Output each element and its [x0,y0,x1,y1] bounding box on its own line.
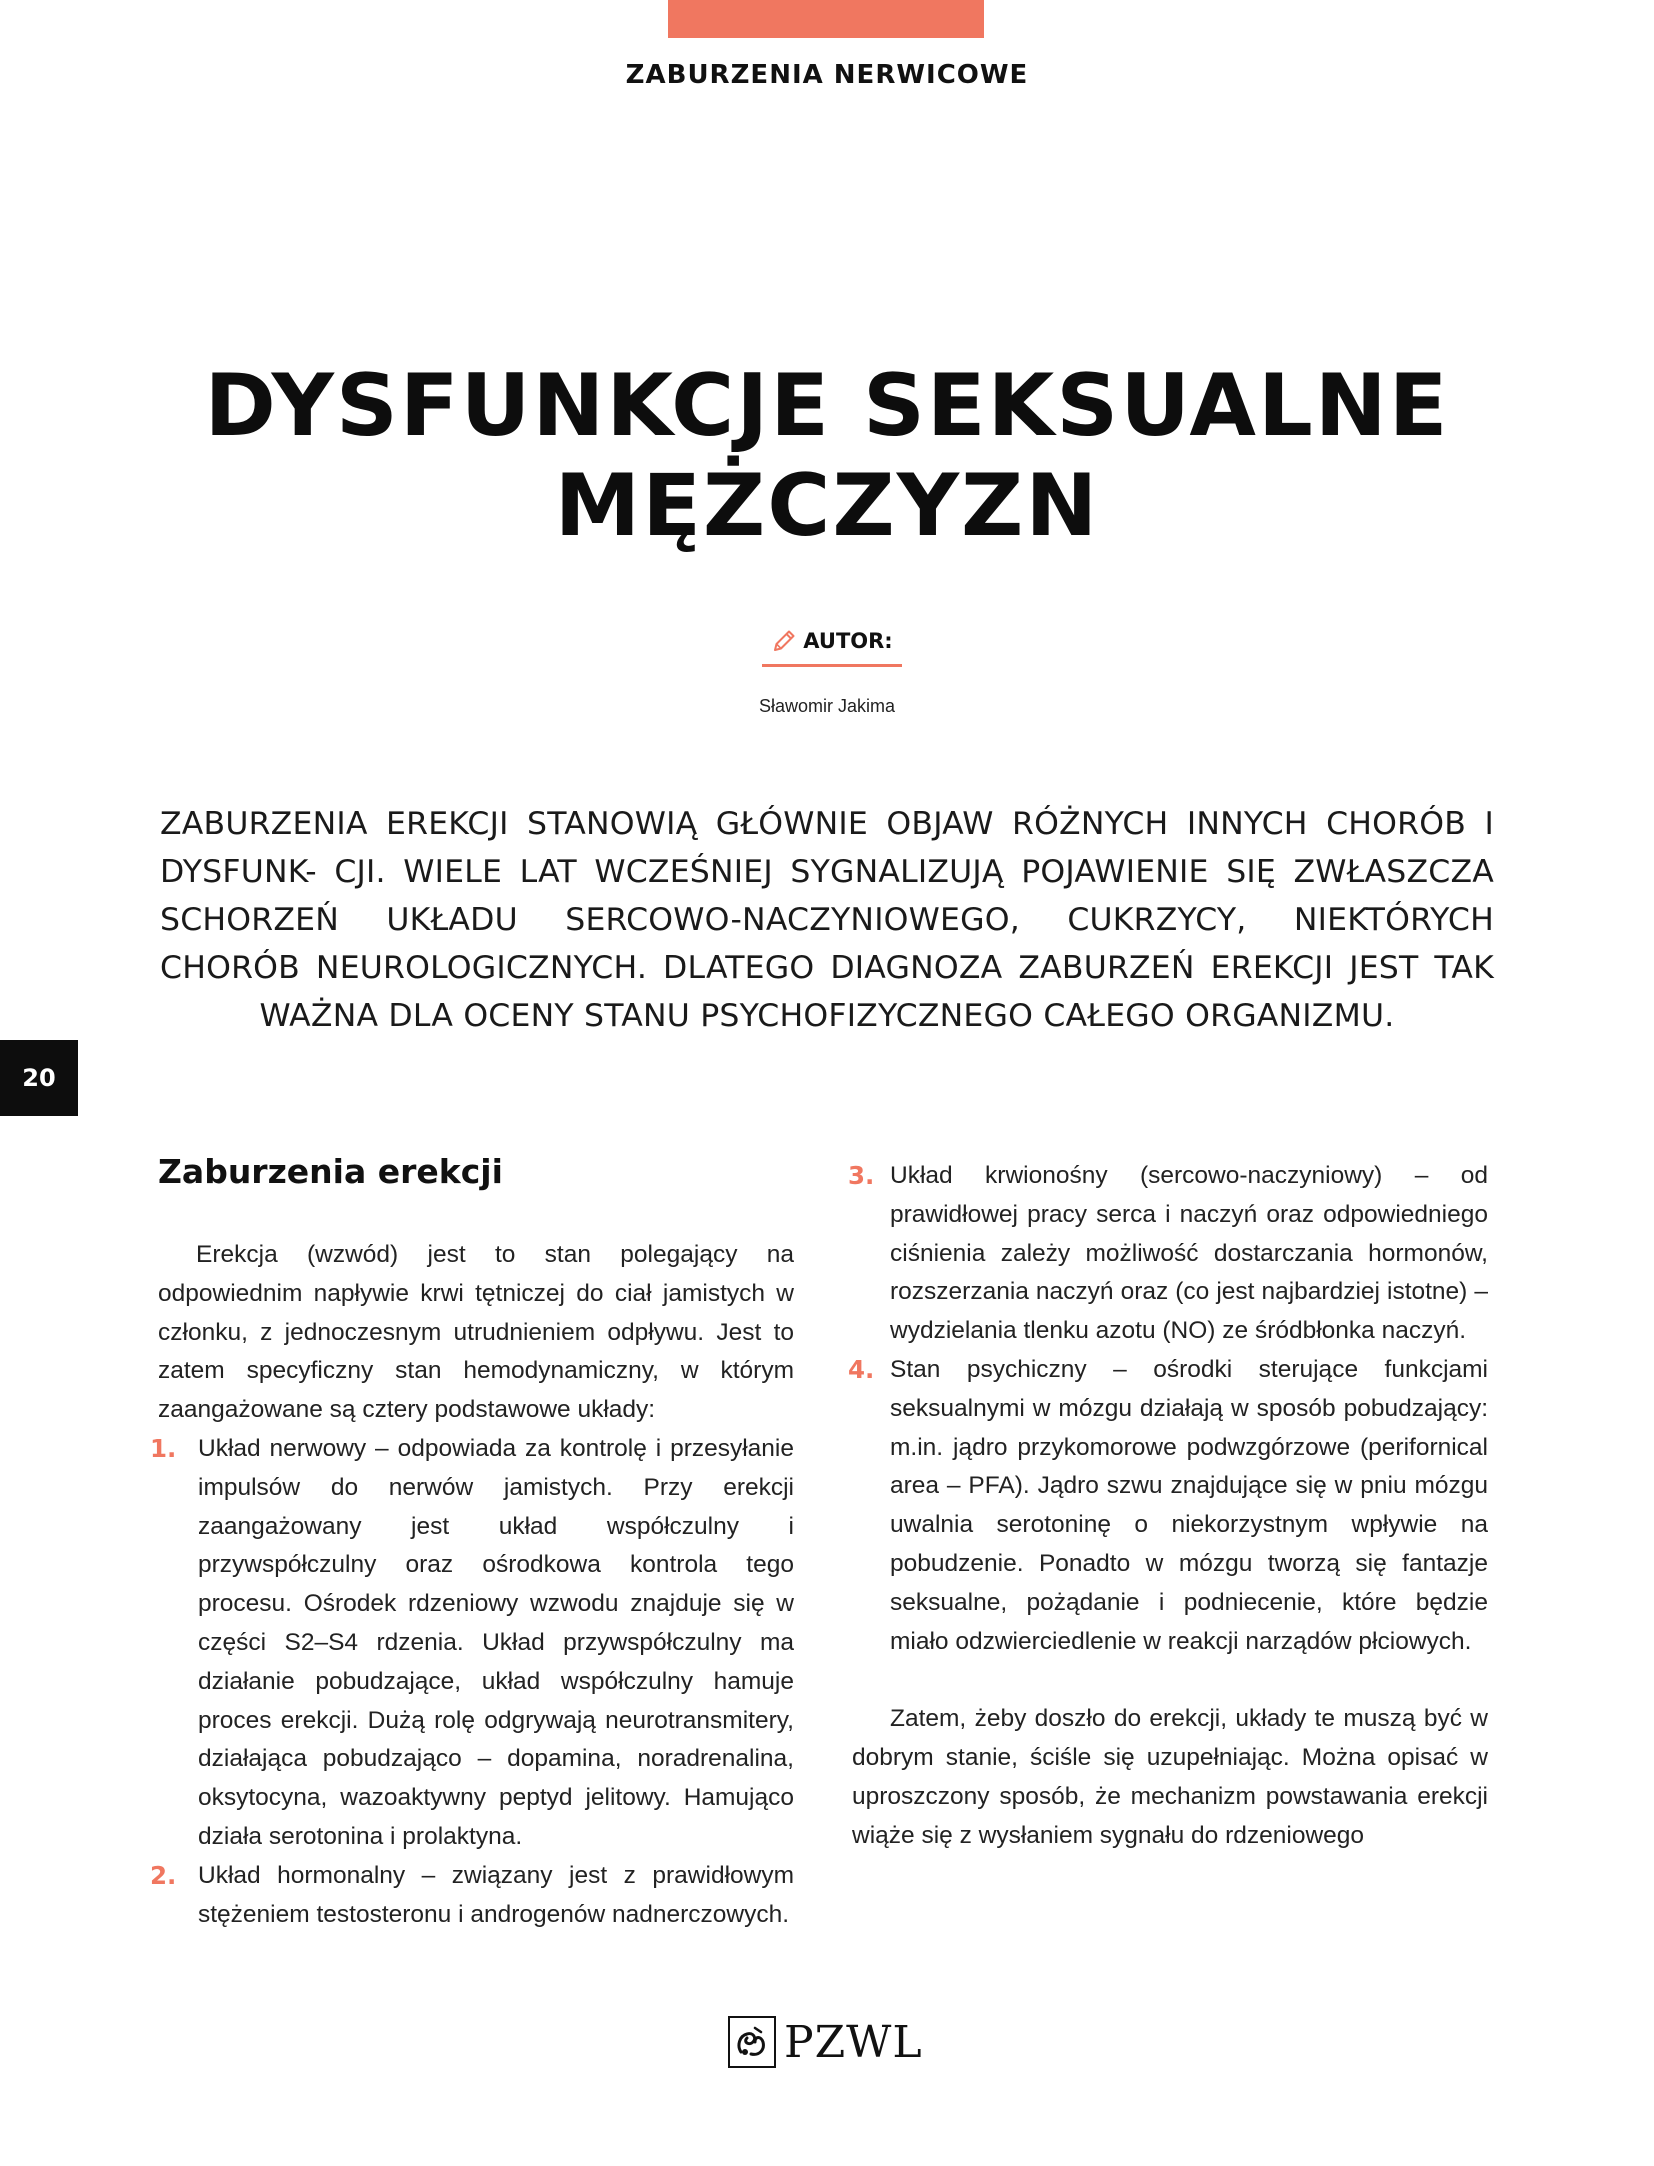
section-header: ZABURZENIA NERWICOWE [625,60,1029,90]
paragraph-gap [852,1661,1488,1700]
list-item-number: 4. [848,1354,875,1384]
publisher-logo [728,2016,923,2068]
author-block [762,628,902,667]
section-title: Zaburzenia erekcji [158,1152,503,1191]
article-lead: ZABURZENIA EREKCJI STANOWIĄ GŁÓWNIE OBJAW RÓŻNYCH INNYCH CHORÓB I DYSFUNK- CJI. WIELE LAT WCZEŚNIEJ SYGNALIZUJĄ POJAWIENIE SIĘ ZWŁASZCZA SCHORZEŃ UKŁADU SERCOWO-NACZYNIOWEGO, CUKRZYCY, NIEKTÓRYCH CHORÓB NEUROLOGICZNYCH. DLATEGO DIAGNOZA ZABURZEŃ EREKCJI JEST TAK WAŻNA DLA OCENY STANU PSYCHOFIZYCZNEGO CAŁEGO ORGANIZMU. [160,806,1494,1034]
list-item-text: Stan psychiczny – ośrodki sterujące funkcjami seksualnymi w mózgu działają w sposób pobudzający: m.in. jądro przykomorowe podwzgórzowe (perifornical area – PFA). Jądro szwu znajdujące się w pniu mózgu uwalnia serotoninę o niekorzystnym wpływie na pobudzenie. Ponadto w mózgu tworzą się fantazje seksualne, pożądanie i podniecenie, które będzie miało odzwierciedlenie w reakcji narządów płciowych. [890,1355,1488,1655]
list-item [150,1430,794,1857]
page-number: 20 [0,1040,78,1116]
left-column [150,1150,794,1934]
closing-paragraph: Zatem, żeby doszło do erekcji, układy te muszą być w dobrym stanie, ściśle się uzupełniając. Można opisać w uproszczony sposób, że mechanizm powstawania erekcji wiąże się z wysłaniem sygnału do rdzeniowego [852,1705,1488,1849]
list-item-text: Układ krwionośny (sercowo-naczyniowy) – od prawidłowej pracy serca i naczyń oraz odpowiedniego ciśnienia zależy możliwość dostarczania hormonów, rozszerzania naczyń oraz (co jest najbardziej istotne) – wydzielania tlenku azotu (NO) ze śródbłonka naczyń. [890,1162,1488,1345]
list-item [848,1157,1488,1351]
pzwl-logo-icon [728,2016,776,2068]
publisher-name: PZWL [784,2016,923,2068]
author-label-row [762,628,902,667]
list-item [848,1351,1488,1661]
systems-list-right [848,1157,1488,1661]
list-item-number: 2. [150,1860,177,1890]
author-label: AUTOR: [803,629,893,653]
article-title [0,356,1654,556]
intro-paragraph: Erekcja (wzwód) jest to stan polegający na odpowiednim napływie krwi tętniczej do ciał jamistych w członku, z jednoczesnym utrudnieniem odpływu. Jest to zatem specyficzny stan hemodynamiczny, w którym zaangażowane są cztery podstawowe układy: [158,1241,794,1424]
top-accent-bar [668,0,984,38]
systems-list-left [150,1430,794,1934]
pencil-icon [771,628,797,654]
article-title-line-1: DYSFUNKCJE SEKSUALNE [204,356,1450,456]
author-name: Sławomir Jakima [758,696,896,716]
article-title-line-2: MĘŻCZYZN [554,456,1100,556]
list-item-number: 3. [848,1161,875,1190]
list-item [150,1857,794,1935]
list-item-number: 1. [150,1433,177,1463]
list-item-text: Układ nerwowy – odpowiada za kontrolę i przesyłanie impulsów do nerwów jamistych. Przy erekcji zaangażowany jest układ współczulny i przywspółczulny oraz ośrodkowa kontrola tego procesu. Ośrodek rdzeniowy wzwodu znajduje się w części S2–S4 rdzenia. Układ przywspółczulny ma działanie pobudzające, układ współczulny hamuje proces erekcji. Dużą rolę odgrywają neurotransmitery, działająca pobudzająco – dopamina, noradrenalina, oksytocyna, wazoaktywny peptyd jelitowy. Hamująco działa serotonina i prolaktyna. [198,1434,794,1850]
right-column [848,1157,1488,1855]
list-item-text: Układ hormonalny – związany jest z prawidłowym stężeniem testosteronu i androgenów nadnerczowych. [198,1861,794,1928]
